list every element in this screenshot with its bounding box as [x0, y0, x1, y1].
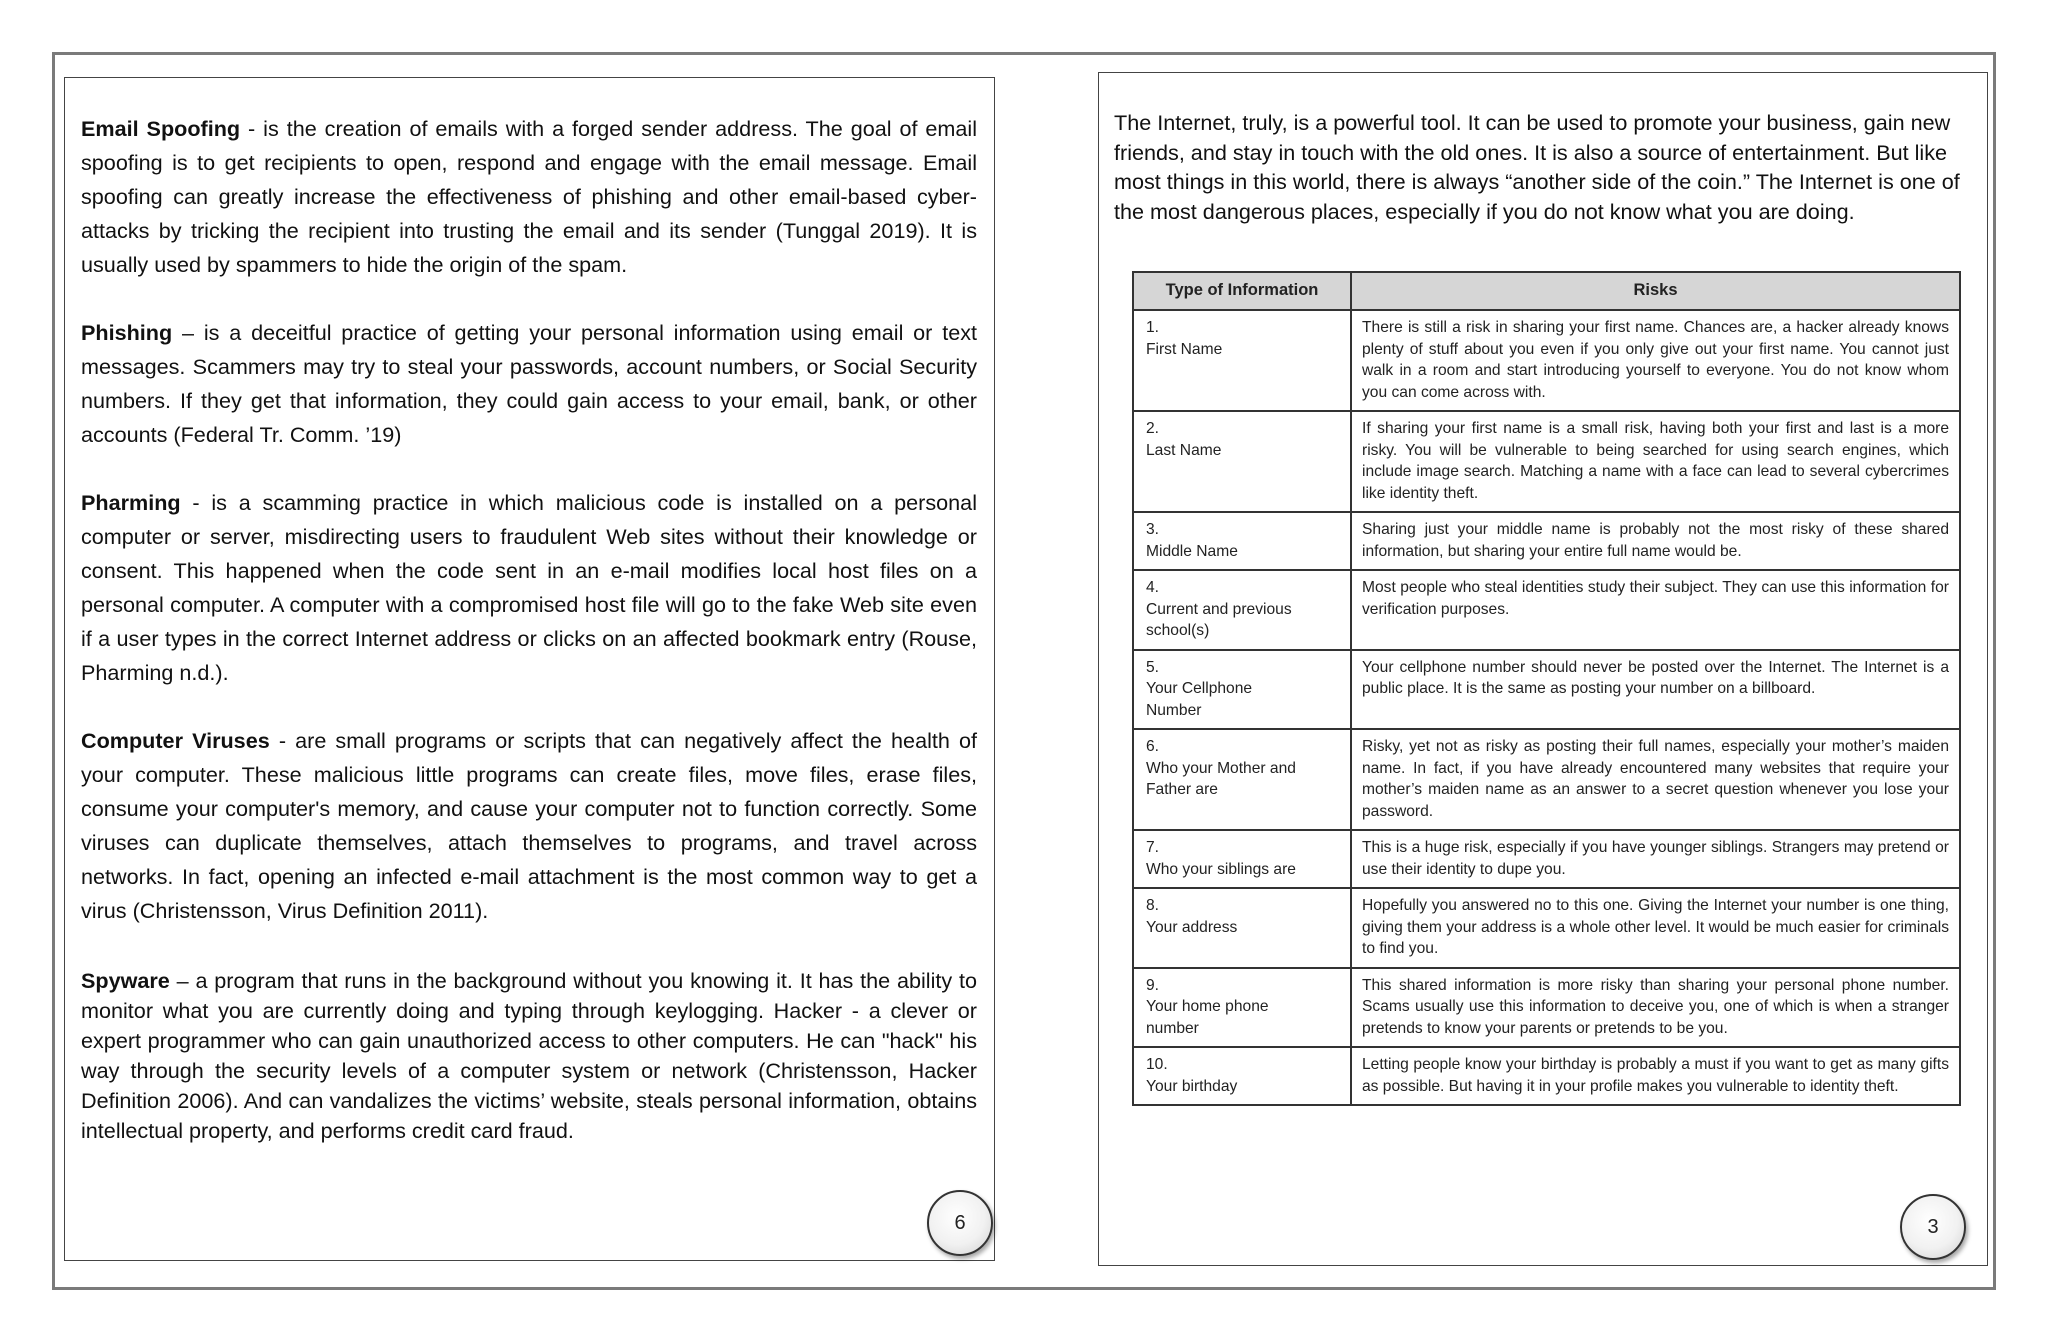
left-page: [64, 77, 995, 1261]
type-cell: [1133, 830, 1351, 888]
row-type: Who your siblings are: [1146, 860, 1296, 878]
risk-cell: Letting people know your birthday is probably a must if you want to get as many gifts as possible. But having it in your profile makes you vulnerable to identity theft.: [1351, 1047, 1960, 1105]
left-page-text: [81, 112, 977, 1180]
row-number: 3.: [1146, 521, 1160, 538]
definition-email-spoofing: - is the creation of emails with a forged sender address. The goal of email spoofing is to get recipients to open, respond and engage with the email message. Email spoofing can greatly increase the effectiveness of phishing and other email-based cyber-attacks by tricking the recipient into trusting the email and its sender (Tunggal 2019). It is usually used by spammers to hide the origin of the spam.: [81, 116, 978, 277]
row-number: 5.: [1146, 658, 1160, 676]
risk-cell: This is a huge risk, especially if you have younger siblings. Strangers may pretend or use their identity to dupe you.: [1351, 830, 1960, 888]
row-number: 7.: [1146, 839, 1160, 856]
row-type: Current and previous school(s): [1146, 600, 1292, 639]
header-risks: Risks: [1351, 272, 1960, 310]
type-cell: [1133, 310, 1351, 411]
row-number: 10.: [1146, 1056, 1168, 1073]
table-row: [1133, 512, 1960, 570]
row-type: Who your Mother and Father are: [1146, 759, 1296, 798]
risk-cell: Risky, yet not as risky as posting their full names, especially your mother’s maiden name. In fact, if you have already encountered many websites that require your mother’s maiden name as an answer to a secret question whenever you lose your password.: [1351, 729, 1960, 830]
term-email-spoofing: Email Spoofing: [81, 116, 241, 141]
paragraph-computer-viruses: [81, 724, 977, 928]
row-type: Your address: [1146, 918, 1238, 936]
paragraph-spyware: [81, 966, 977, 1146]
right-page: [1098, 72, 1988, 1266]
row-number: 4.: [1146, 579, 1160, 596]
row-type: Your home phone number: [1146, 998, 1269, 1037]
table-row: [1133, 888, 1960, 968]
table-row: [1133, 411, 1960, 512]
table-row: [1133, 310, 1960, 411]
risk-cell: Sharing just your middle name is probably not the most risky of these shared information, but sharing your entire full name would be.: [1351, 512, 1960, 570]
definition-spyware: – a program that runs in the background without you knowing it. It has the ability to monitor what you are currently doing and typing through keylogging. Hacker - a clever or expert programmer who can gain unauthorized access to other computers. He can "hack" his way through the security levels of a computer system or network (Christensson, Hacker Definition 2006). And can vandalizes the victims’ website, steals personal information, obtains intellectual property, and performs credit card fraud.: [81, 968, 977, 1143]
table-row: [1133, 570, 1960, 650]
type-cell: [1133, 888, 1351, 968]
paragraph-pharming: [81, 486, 977, 690]
definition-pharming: - is a scamming practice in which malicious code is installed on a personal computer or server, misdirecting users to fraudulent Web sites without their knowledge or consent. This happened when the code sent in an e-mail modifies local host files on a personal computer. A computer with a compromised host file will go to the fake Web site even if a user types in the correct Internet address or clicks on an affected bookmark entry (Rouse, Pharming n.d.).: [81, 490, 977, 685]
type-cell: [1133, 411, 1351, 512]
row-number: 2.: [1146, 420, 1160, 437]
type-cell: [1133, 650, 1351, 730]
paragraph-phishing: [81, 316, 977, 452]
row-type: Your birthday: [1146, 1077, 1238, 1095]
row-type: Your Cellphone Number: [1146, 680, 1253, 719]
term-pharming: Pharming: [81, 490, 181, 515]
row-type: First Name: [1146, 340, 1223, 358]
risk-cell: This shared information is more risky than sharing your personal phone number. Scams usually use this information to deceive you, one of which is when a stranger pretends to know your parents or pretends to be you.: [1351, 968, 1960, 1048]
type-cell: [1133, 512, 1351, 570]
risk-cell: Your cellphone number should never be posted over the Internet. The Internet is a public place. It is the same as posting your number on a billboard.: [1351, 650, 1960, 730]
type-cell: [1133, 729, 1351, 830]
table-row: [1133, 729, 1960, 830]
type-cell: [1133, 1047, 1351, 1105]
page-number-badge: 3: [1900, 1194, 1966, 1260]
page-number-badge: 6: [927, 1190, 993, 1256]
row-type: Middle Name: [1146, 542, 1238, 560]
row-number: 8.: [1146, 897, 1160, 914]
risk-table: [1132, 271, 1961, 1106]
risk-cell: Most people who steal identities study their subject. They can use this information for verification purposes.: [1351, 570, 1960, 650]
risk-cell: Hopefully you answered no to this one. Giving the Internet your number is one thing, giving them your address is a whole other level. It would be much easier for criminals to find you.: [1351, 888, 1960, 968]
paragraph-email-spoofing: [81, 112, 977, 282]
risk-cell: There is still a risk in sharing your first name. Chances are, a hacker already knows plenty of stuff about you even if you only give out your first name. You cannot just walk in a room and start introducing yourself to everyone. You do not know whom you can come across with.: [1351, 310, 1960, 411]
type-cell: [1133, 570, 1351, 650]
header-type-of-information: Type of Information: [1133, 272, 1351, 310]
table-header-row: [1133, 272, 1960, 310]
row-number: 1.: [1146, 319, 1160, 336]
table-row: [1133, 1047, 1960, 1105]
row-number: 6.: [1146, 738, 1160, 755]
row-number: 9.: [1146, 976, 1160, 994]
intro-paragraph: The Internet, truly, is a powerful tool. It can be used to promote your business, gain new friends, and stay in touch with the old ones. It is also a source of entertainment. But like most things in this world, there is always “another side of the coin.” The Internet is one of the most dangerous places, especially if you do not know what you are doing.: [1114, 110, 1960, 224]
term-spyware: Spyware: [81, 968, 170, 993]
term-computer-viruses: Computer Viruses: [81, 728, 270, 753]
risk-cell: If sharing your first name is a small risk, having both your first and last is a more risky. You will be vulnerable to being searched for using search engines, which include image search. Matching a name with a face can lead to several cybercrimes like identity theft.: [1351, 411, 1960, 512]
definition-phishing: – is a deceitful practice of getting your personal information using email or text messages. Scammers may try to steal your passwords, account numbers, or Social Security numbers. If they get that information, they could gain access to your email, bank, or other accounts (Federal Tr. Comm. ’19): [81, 320, 977, 447]
definition-computer-viruses: - are small programs or scripts that can negatively affect the health of your computer. These malicious little programs can create files, move files, erase files, consume your computer's memory, and cause your computer not to function correctly. Some viruses can duplicate themselves, attach themselves to programs, and travel across networks. In fact, opening an infected e-mail attachment is the most common way to get a virus (Christensson, Virus Definition 2011).: [81, 728, 977, 923]
table-row: [1133, 650, 1960, 730]
term-phishing: Phishing: [81, 320, 173, 345]
type-cell: [1133, 968, 1351, 1048]
table-row: [1133, 830, 1960, 888]
table-row: [1133, 968, 1960, 1048]
row-type: Last Name: [1146, 441, 1222, 459]
